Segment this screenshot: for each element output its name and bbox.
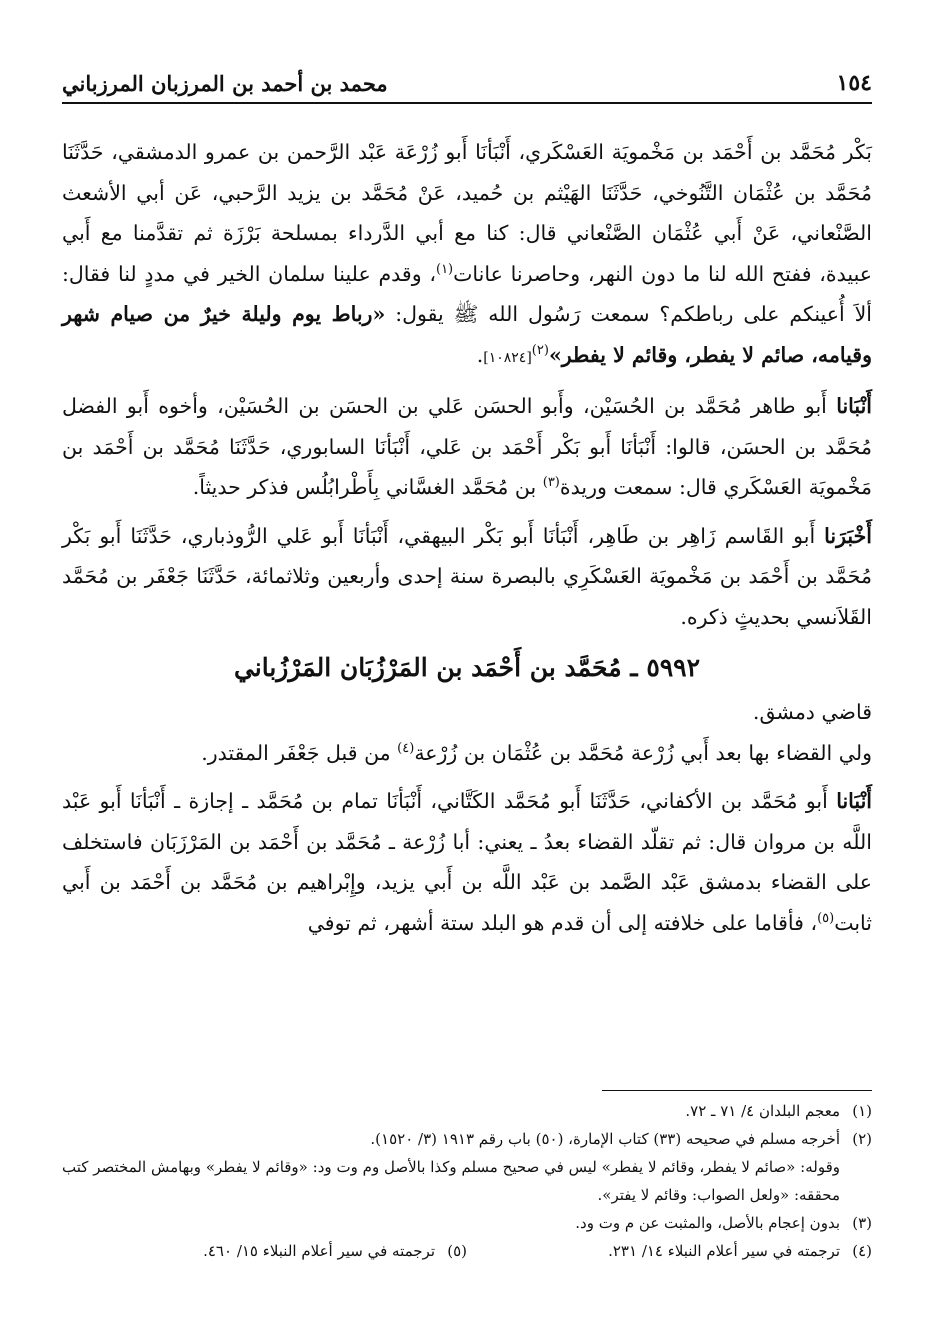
footnote-4 [467, 1237, 872, 1265]
footnotes [62, 1090, 872, 1265]
paragraph-chain-2 [62, 386, 872, 508]
paragraph-chain-4 [62, 781, 872, 943]
paragraph-text: بَكْر مُحَمَّد بن أَحْمَد بن مَخْمويَة العَسْكَري، أَنْبَأنَا أَبو زُرْعَة عَبْد الرَّحمن بن عمرو الدمشقي، حَدَّثَنَا مُحَمَّد بن عُثْمَان التَّنُوخي، حَدَّثَنَا الهَيْثم بن حُميد، عَنْ مُحَمَّد بن يزيد الرَّحبي، عَن أبي الأشعث الصَّنْعاني، عَنْ أَبي عُثْمَان الصَّنْعاني قال: كنا مع أبي الدَّرداء بمسلحة بَرْزَة ثم تقدَّمنا مع أَبي عبيدة، ففتح الله لنا ما دون النهر، وحاصرنا عانات [62, 140, 872, 286]
footnote-marker-3: (٣) [542, 475, 560, 491]
hadith-text: «رباط يوم وليلة خيرٌ من صيام شهر وقيامه، صائم لا يفطر، وقائم لا يفطر» [62, 302, 872, 367]
footnote-number: (٤) [852, 1242, 872, 1260]
paragraph-text: قاضي دمشق. [752, 700, 872, 724]
paragraph-text: أَبو القَاسم زَاهِر بن طَاهِر، أَنْبَأنَا أَبو بَكْر البيهقي، أَنْبَأنَا أَبو عَلي الرُّوذباري، حَدَّثَنَا أَبو بَكْر مُحَمَّد بن أَحْمَد بن مَخْمويَة العَسْكَرِي بالبصرة سنة إحدى وأربعين وثلاثمائة، حَدَّثَنَا جَعْفَر بن مُحَمَّد القَلاَنسي بحديثٍ ذكره. [62, 523, 872, 629]
chain-lead-word: أَنْبَانا [836, 789, 872, 813]
page-header [62, 70, 872, 104]
hadith-reference: [١٠٨٢٤] [483, 349, 532, 366]
footnote-1 [62, 1097, 872, 1125]
chain-lead-word: أَخْبَرَنا [824, 523, 872, 548]
paragraph-text: بن مُحَمَّد الغسَّاني بِأَطْرابُلُس فذكر حديثاً. [192, 475, 543, 499]
page-number: ١٥٤ [836, 70, 872, 96]
paragraph-text: من قبل جَعْفَر المقتدر. [201, 740, 398, 765]
paragraph-text: ، وقدم علينا سلمان الخير في مددٍ لنا فقال: ألاَ أُعينكم على رباطكم؟ سمعت رَسُول الله ﷺ يقول: [62, 261, 872, 326]
footnote-text: بدون إعجام بالأصل، والمثبت عن م وت ود. [575, 1214, 840, 1232]
footnote-5 [62, 1237, 467, 1265]
footnote-2 [62, 1125, 872, 1153]
footnote-marker-4: (٤) [397, 740, 415, 756]
chain-lead-word: أَنْبَانا [836, 394, 872, 418]
footnote-number: (١) [852, 1102, 872, 1120]
footnote-text: معجم البلدان ٤/ ٧١ ـ ٧٢. [685, 1102, 840, 1120]
paragraph-text: أَبو طاهر مُحَمَّد بن الحُسَيْن، وأَبو الحسَن عَلي بن الحسَن بن الحُسَيْن، وأخوه أَبو الفضل مُحَمَّد بن الحسَن، قالوا: أَنْبَأنَا أَبو بَكْر أَحْمَد بن عَلي، أَنْبَأنَا السابوري، حَدَّثَنَا مُحَمَّد بن أَحْمَد بن مَخْمويَة العَسْكَري قال: سمعت وريدة [62, 394, 872, 499]
footnote-3 [62, 1209, 872, 1237]
paragraph-chain-1 [62, 132, 872, 378]
footnote-number: (٣) [852, 1214, 872, 1232]
entry-heading: ٥٩٩٢ ـ مُحَمَّد بن أَحْمَد بن المَرْزُبَان المَرْزُباني [233, 653, 701, 682]
footnote-marker-2: (٢) [531, 342, 549, 358]
footnote-text: ترجمته في سير أعلام النبلاء ١٥/ ٤٦٠. [203, 1242, 435, 1260]
paragraph-appointment [62, 733, 872, 774]
paragraph-text: أَبو مُحَمَّد بن الأكفاني، حَدَّثَنَا أَبو مُحَمَّد الكَتَّاني، أَنْبَأنَا تمام بن مُحَمَّد ـ إجازة ـ أَنْبَأنَا أَبو عَبْد اللَّه بن مروان قال: ثم تقلّد القضاء بعدُ ـ يعني: أبا زُرْعة ـ مُحَمَّد بن أَحْمَد بن المَرْزَبَان فاستخلف على القضاء بدمشق عَبْد الصَّمد بن عَبْد اللَّه بن أَبي يزيد، وإِبْراهيم بن مُحَمَّد بن أَحْمَد بن أَبي ثابت [62, 789, 872, 935]
paragraph-chain-3 [62, 516, 872, 638]
footnote-text: أخرجه مسلم في صحيحه (٣٣) كتاب الإمارة، (٥٠) باب رقم ١٩١٣ (٣/ ١٥٢٠). [370, 1130, 840, 1148]
footnote-marker-5: (٥) [817, 910, 835, 926]
paragraph-text: ولي القضاء بها بعد أَبي زُرْعة مُحَمَّد بن عُثْمَان بن زُرْعة [414, 740, 872, 765]
footnote-2-continuation: وقوله: «صائم لا يفطر، وقائم لا يفطر» ليس في صحيح مسلم وكذا بالأصل وم وت ود: «وقائم لا يفطر» وبهامش المختصر كتب محققه: «ولعل الصواب: وقائم لا يفتر». [62, 1158, 840, 1204]
footnote-divider [602, 1090, 872, 1091]
footnote-marker-1: (١) [435, 261, 454, 277]
paragraph-text: ، فأقاما على خلافته إلى أن قدم هو البلد ستة أشهر، ثم توفي [307, 910, 818, 935]
paragraph-description [62, 692, 872, 733]
footnote-number: (٢) [852, 1130, 872, 1148]
footnote-text: ترجمته في سير أعلام النبلاء ١٤/ ٢٣١. [608, 1242, 840, 1260]
footnote-number: (٥) [447, 1242, 467, 1260]
paragraph-end: . [476, 342, 484, 367]
footnote-row [62, 1237, 872, 1265]
running-title: محمد بن أحمد بن المرزبان المرزباني [62, 71, 388, 96]
